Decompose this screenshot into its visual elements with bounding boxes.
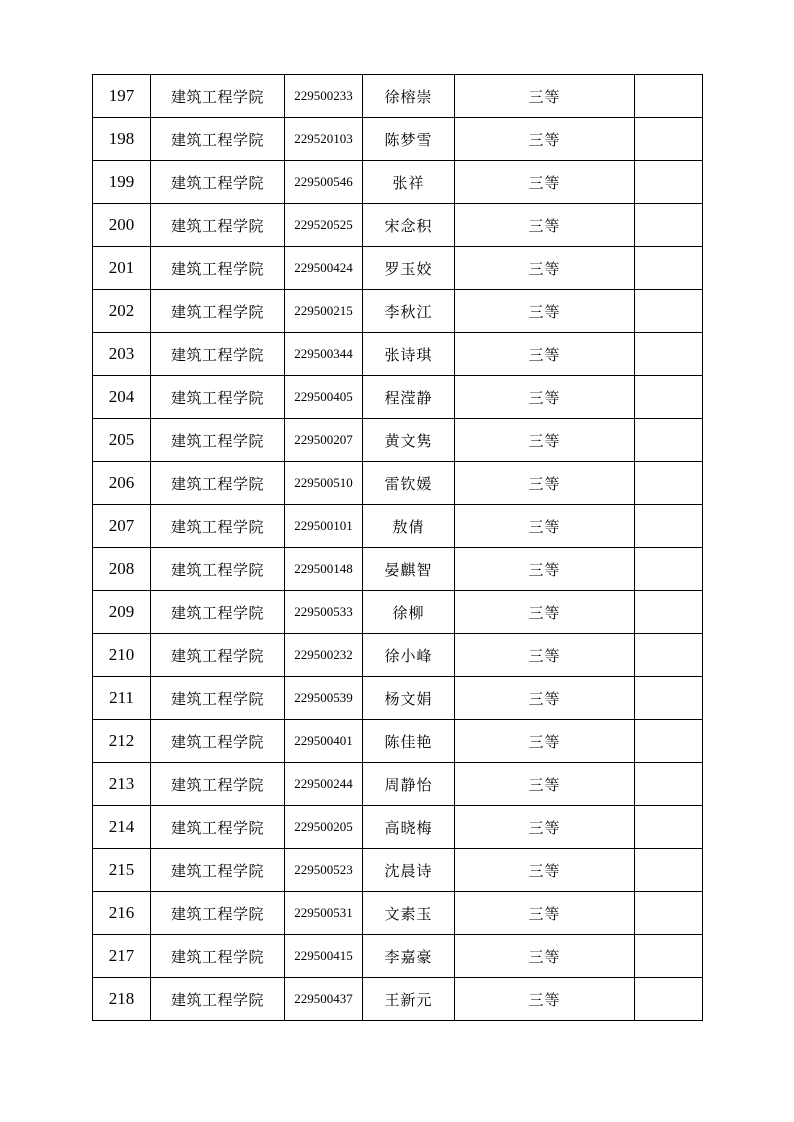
cell-student-name: 杨文娟 bbox=[363, 677, 455, 720]
cell-award-level: 三等 bbox=[455, 763, 635, 806]
cell-student-name: 程滢静 bbox=[363, 376, 455, 419]
cell-student-id: 229500344 bbox=[285, 333, 363, 376]
cell-index: 215 bbox=[93, 849, 151, 892]
cell-college: 建筑工程学院 bbox=[151, 505, 285, 548]
cell-award-level: 三等 bbox=[455, 419, 635, 462]
cell-index: 202 bbox=[93, 290, 151, 333]
table-row bbox=[93, 677, 703, 720]
cell-student-name: 徐柳 bbox=[363, 591, 455, 634]
cell-note bbox=[635, 505, 703, 548]
table-row bbox=[93, 419, 703, 462]
cell-student-id: 229500523 bbox=[285, 849, 363, 892]
cell-student-id: 229500424 bbox=[285, 247, 363, 290]
cell-index: 200 bbox=[93, 204, 151, 247]
cell-student-name: 陈梦雪 bbox=[363, 118, 455, 161]
cell-note bbox=[635, 75, 703, 118]
cell-index: 198 bbox=[93, 118, 151, 161]
cell-award-level: 三等 bbox=[455, 978, 635, 1021]
cell-award-level: 三等 bbox=[455, 806, 635, 849]
cell-student-id: 229500405 bbox=[285, 376, 363, 419]
cell-index: 207 bbox=[93, 505, 151, 548]
cell-award-level: 三等 bbox=[455, 333, 635, 376]
cell-college: 建筑工程学院 bbox=[151, 892, 285, 935]
cell-note bbox=[635, 204, 703, 247]
cell-index: 203 bbox=[93, 333, 151, 376]
cell-student-id: 229500207 bbox=[285, 419, 363, 462]
table-row bbox=[93, 720, 703, 763]
cell-student-name: 罗玉姣 bbox=[363, 247, 455, 290]
cell-student-id: 229500539 bbox=[285, 677, 363, 720]
cell-college: 建筑工程学院 bbox=[151, 161, 285, 204]
table-row bbox=[93, 935, 703, 978]
cell-student-id: 229500233 bbox=[285, 75, 363, 118]
cell-college: 建筑工程学院 bbox=[151, 376, 285, 419]
cell-student-name: 陈佳艳 bbox=[363, 720, 455, 763]
table-row bbox=[93, 763, 703, 806]
cell-index: 211 bbox=[93, 677, 151, 720]
cell-index: 218 bbox=[93, 978, 151, 1021]
table-row bbox=[93, 290, 703, 333]
cell-index: 199 bbox=[93, 161, 151, 204]
cell-student-name: 文素玉 bbox=[363, 892, 455, 935]
scholarship-roster-table bbox=[92, 74, 703, 1021]
cell-student-name: 雷钦媛 bbox=[363, 462, 455, 505]
cell-student-id: 229500415 bbox=[285, 935, 363, 978]
cell-index: 214 bbox=[93, 806, 151, 849]
cell-student-name: 周静怡 bbox=[363, 763, 455, 806]
cell-note bbox=[635, 462, 703, 505]
cell-note bbox=[635, 591, 703, 634]
cell-student-id: 229500510 bbox=[285, 462, 363, 505]
cell-college: 建筑工程学院 bbox=[151, 849, 285, 892]
table-row bbox=[93, 892, 703, 935]
cell-index: 204 bbox=[93, 376, 151, 419]
cell-award-level: 三等 bbox=[455, 677, 635, 720]
cell-award-level: 三等 bbox=[455, 548, 635, 591]
cell-college: 建筑工程学院 bbox=[151, 935, 285, 978]
cell-index: 217 bbox=[93, 935, 151, 978]
cell-award-level: 三等 bbox=[455, 290, 635, 333]
cell-student-id: 229500232 bbox=[285, 634, 363, 677]
cell-note bbox=[635, 118, 703, 161]
cell-student-id: 229520103 bbox=[285, 118, 363, 161]
cell-award-level: 三等 bbox=[455, 376, 635, 419]
cell-college: 建筑工程学院 bbox=[151, 591, 285, 634]
cell-note bbox=[635, 419, 703, 462]
cell-note bbox=[635, 548, 703, 591]
cell-award-level: 三等 bbox=[455, 161, 635, 204]
table-row bbox=[93, 118, 703, 161]
cell-college: 建筑工程学院 bbox=[151, 806, 285, 849]
cell-college: 建筑工程学院 bbox=[151, 634, 285, 677]
cell-college: 建筑工程学院 bbox=[151, 548, 285, 591]
table-body bbox=[93, 75, 703, 1021]
cell-college: 建筑工程学院 bbox=[151, 247, 285, 290]
cell-college: 建筑工程学院 bbox=[151, 677, 285, 720]
cell-student-name: 张诗琪 bbox=[363, 333, 455, 376]
table-row bbox=[93, 247, 703, 290]
table-row bbox=[93, 849, 703, 892]
cell-student-id: 229520525 bbox=[285, 204, 363, 247]
cell-student-id: 229500533 bbox=[285, 591, 363, 634]
cell-note bbox=[635, 720, 703, 763]
cell-note bbox=[635, 677, 703, 720]
cell-award-level: 三等 bbox=[455, 634, 635, 677]
cell-note bbox=[635, 290, 703, 333]
cell-index: 209 bbox=[93, 591, 151, 634]
cell-index: 206 bbox=[93, 462, 151, 505]
cell-student-id: 229500215 bbox=[285, 290, 363, 333]
cell-note bbox=[635, 935, 703, 978]
cell-index: 213 bbox=[93, 763, 151, 806]
cell-note bbox=[635, 247, 703, 290]
cell-college: 建筑工程学院 bbox=[151, 290, 285, 333]
cell-award-level: 三等 bbox=[455, 118, 635, 161]
cell-student-id: 229500437 bbox=[285, 978, 363, 1021]
table-row bbox=[93, 75, 703, 118]
cell-college: 建筑工程学院 bbox=[151, 118, 285, 161]
cell-student-name: 黄文隽 bbox=[363, 419, 455, 462]
cell-college: 建筑工程学院 bbox=[151, 978, 285, 1021]
cell-note bbox=[635, 333, 703, 376]
table-row bbox=[93, 548, 703, 591]
cell-student-name: 徐榕崇 bbox=[363, 75, 455, 118]
cell-award-level: 三等 bbox=[455, 505, 635, 548]
cell-index: 216 bbox=[93, 892, 151, 935]
cell-college: 建筑工程学院 bbox=[151, 75, 285, 118]
table-row bbox=[93, 505, 703, 548]
cell-student-id: 229500148 bbox=[285, 548, 363, 591]
table-row bbox=[93, 376, 703, 419]
cell-college: 建筑工程学院 bbox=[151, 419, 285, 462]
table-row bbox=[93, 333, 703, 376]
cell-index: 205 bbox=[93, 419, 151, 462]
cell-index: 212 bbox=[93, 720, 151, 763]
cell-index: 197 bbox=[93, 75, 151, 118]
cell-student-name: 徐小峰 bbox=[363, 634, 455, 677]
cell-award-level: 三等 bbox=[455, 935, 635, 978]
cell-note bbox=[635, 376, 703, 419]
cell-award-level: 三等 bbox=[455, 849, 635, 892]
cell-student-name: 宋念积 bbox=[363, 204, 455, 247]
cell-college: 建筑工程学院 bbox=[151, 720, 285, 763]
cell-college: 建筑工程学院 bbox=[151, 204, 285, 247]
cell-student-id: 229500205 bbox=[285, 806, 363, 849]
cell-index: 201 bbox=[93, 247, 151, 290]
cell-student-name: 沈晨诗 bbox=[363, 849, 455, 892]
cell-student-id: 229500401 bbox=[285, 720, 363, 763]
cell-award-level: 三等 bbox=[455, 720, 635, 763]
cell-note bbox=[635, 892, 703, 935]
cell-student-name: 晏麒智 bbox=[363, 548, 455, 591]
cell-student-id: 229500531 bbox=[285, 892, 363, 935]
cell-award-level: 三等 bbox=[455, 247, 635, 290]
table-row bbox=[93, 634, 703, 677]
table-row bbox=[93, 978, 703, 1021]
cell-note bbox=[635, 806, 703, 849]
cell-award-level: 三等 bbox=[455, 75, 635, 118]
cell-award-level: 三等 bbox=[455, 591, 635, 634]
cell-student-name: 王新元 bbox=[363, 978, 455, 1021]
table-row bbox=[93, 161, 703, 204]
cell-student-id: 229500546 bbox=[285, 161, 363, 204]
cell-student-name: 高晓梅 bbox=[363, 806, 455, 849]
cell-note bbox=[635, 978, 703, 1021]
cell-student-name: 敖倩 bbox=[363, 505, 455, 548]
cell-award-level: 三等 bbox=[455, 204, 635, 247]
table-row bbox=[93, 462, 703, 505]
cell-student-name: 李嘉豪 bbox=[363, 935, 455, 978]
table-row bbox=[93, 806, 703, 849]
cell-award-level: 三等 bbox=[455, 892, 635, 935]
cell-student-name: 李秋江 bbox=[363, 290, 455, 333]
cell-student-id: 229500244 bbox=[285, 763, 363, 806]
cell-college: 建筑工程学院 bbox=[151, 462, 285, 505]
cell-note bbox=[635, 161, 703, 204]
cell-note bbox=[635, 763, 703, 806]
table-row bbox=[93, 204, 703, 247]
cell-award-level: 三等 bbox=[455, 462, 635, 505]
table-row bbox=[93, 591, 703, 634]
cell-college: 建筑工程学院 bbox=[151, 763, 285, 806]
cell-index: 210 bbox=[93, 634, 151, 677]
cell-note bbox=[635, 634, 703, 677]
cell-note bbox=[635, 849, 703, 892]
cell-college: 建筑工程学院 bbox=[151, 333, 285, 376]
cell-student-name: 张祥 bbox=[363, 161, 455, 204]
cell-index: 208 bbox=[93, 548, 151, 591]
cell-student-id: 229500101 bbox=[285, 505, 363, 548]
